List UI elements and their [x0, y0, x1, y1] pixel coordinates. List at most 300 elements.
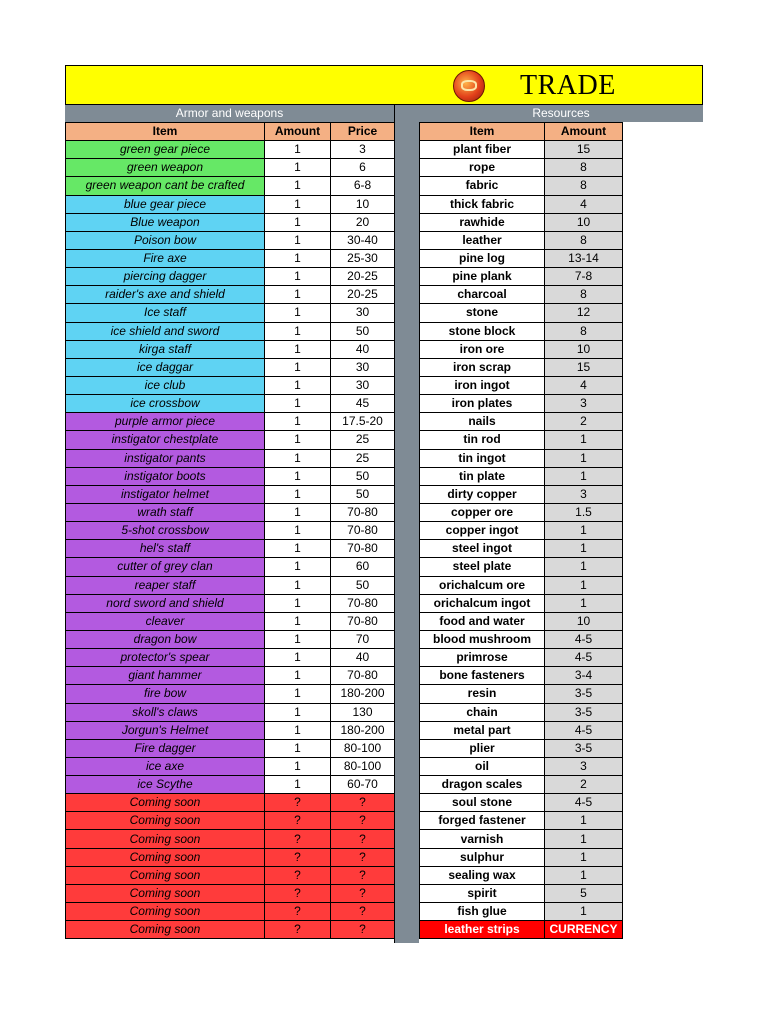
resource-amount-cell: 15 — [545, 141, 623, 159]
armor-amount-cell: 1 — [265, 576, 331, 594]
armor-price-cell: 25 — [331, 431, 395, 449]
armor-item-cell: ice crossbow — [66, 395, 265, 413]
armor-amount-cell: 1 — [265, 340, 331, 358]
armor-price-cell: 20 — [331, 213, 395, 231]
resource-amount-cell: 8 — [545, 286, 623, 304]
armor-amount-cell: 1 — [265, 612, 331, 630]
resource-row — [420, 540, 623, 558]
resource-item-cell: spirit — [420, 884, 545, 902]
resource-amount-cell: 1 — [545, 467, 623, 485]
armor-price-cell: 70-80 — [331, 667, 395, 685]
armor-row — [66, 703, 395, 721]
resource-row — [420, 594, 623, 612]
armor-amount-cell: 1 — [265, 195, 331, 213]
resource-amount-cell: 1 — [545, 866, 623, 884]
armor-row — [66, 721, 395, 739]
resource-amount-cell: 13-14 — [545, 249, 623, 267]
armor-price-cell: 50 — [331, 576, 395, 594]
armor-item-cell: Coming soon — [66, 866, 265, 884]
armor-amount-cell: ? — [265, 884, 331, 902]
armor-item-cell: purple armor piece — [66, 413, 265, 431]
armor-row — [66, 286, 395, 304]
resource-item-cell: fish glue — [420, 903, 545, 921]
armor-row — [66, 667, 395, 685]
resource-item-cell: blood mushroom — [420, 630, 545, 648]
resource-amount-cell: 1 — [545, 522, 623, 540]
armor-amount-cell: 1 — [265, 467, 331, 485]
armor-price-cell: ? — [331, 848, 395, 866]
armor-price-cell: 3 — [331, 141, 395, 159]
resource-item-cell: varnish — [420, 830, 545, 848]
armor-item-cell: skoll's claws — [66, 703, 265, 721]
resource-item-cell: soul stone — [420, 794, 545, 812]
resource-amount-cell: 8 — [545, 177, 623, 195]
armor-price-cell: 180-200 — [331, 685, 395, 703]
armor-amount-cell: 1 — [265, 667, 331, 685]
resource-row — [420, 667, 623, 685]
armor-row — [66, 576, 395, 594]
armor-item-cell: hel's staff — [66, 540, 265, 558]
resource-row — [420, 830, 623, 848]
armor-item-cell: green gear piece — [66, 141, 265, 159]
armor-amount-cell: 1 — [265, 249, 331, 267]
resource-item-cell: iron ore — [420, 340, 545, 358]
armor-item-cell: piercing dagger — [66, 268, 265, 286]
armor-amount-cell: ? — [265, 866, 331, 884]
resource-amount-cell: 3 — [545, 485, 623, 503]
armor-item-cell: Fire dagger — [66, 739, 265, 757]
resource-amount-cell: 1 — [545, 449, 623, 467]
armor-price-cell: 25-30 — [331, 249, 395, 267]
armor-item-cell: Coming soon — [66, 921, 265, 939]
armor-row — [66, 268, 395, 286]
armor-row — [66, 395, 395, 413]
resources-table — [419, 122, 623, 939]
resource-item-cell: steel ingot — [420, 540, 545, 558]
armor-price-cell: 30 — [331, 376, 395, 394]
resource-amount-cell: 4-5 — [545, 794, 623, 812]
resource-amount-cell: 2 — [545, 776, 623, 794]
armor-row — [66, 630, 395, 648]
resource-row — [420, 449, 623, 467]
armor-amount-cell: 1 — [265, 431, 331, 449]
armor-item-cell: green weapon cant be crafted — [66, 177, 265, 195]
resource-amount-cell: 10 — [545, 213, 623, 231]
resource-item-cell: nails — [420, 413, 545, 431]
resource-row — [420, 630, 623, 648]
armor-row — [66, 413, 395, 431]
armor-col-amount: Amount — [265, 123, 331, 141]
resource-item-cell: pine log — [420, 249, 545, 267]
armor-item-cell: green weapon — [66, 159, 265, 177]
resource-amount-cell: 2 — [545, 413, 623, 431]
resource-item-cell: metal part — [420, 721, 545, 739]
armor-section-heading: Armor and weapons — [65, 105, 394, 122]
armor-price-cell: ? — [331, 903, 395, 921]
armor-price-cell: 80-100 — [331, 739, 395, 757]
resource-amount-cell: 12 — [545, 304, 623, 322]
resource-row — [420, 485, 623, 503]
armor-amount-cell: 1 — [265, 522, 331, 540]
resource-item-cell: fabric — [420, 177, 545, 195]
resource-amount-cell: 8 — [545, 322, 623, 340]
resource-row — [420, 431, 623, 449]
resource-item-cell: iron ingot — [420, 376, 545, 394]
armor-amount-cell: 1 — [265, 213, 331, 231]
armor-price-cell: 40 — [331, 340, 395, 358]
resource-item-cell: dirty copper — [420, 485, 545, 503]
armor-item-cell: Blue weapon — [66, 213, 265, 231]
armor-item-cell: blue gear piece — [66, 195, 265, 213]
armor-price-cell: ? — [331, 812, 395, 830]
resource-row — [420, 413, 623, 431]
resource-amount-cell: 10 — [545, 612, 623, 630]
armor-header-row — [66, 123, 395, 141]
resource-item-cell: pine plank — [420, 268, 545, 286]
resource-row — [420, 794, 623, 812]
armor-amount-cell: 1 — [265, 358, 331, 376]
resource-row — [420, 703, 623, 721]
resource-amount-cell: 3-5 — [545, 685, 623, 703]
armor-amount-cell: 1 — [265, 177, 331, 195]
armor-price-cell: 30 — [331, 304, 395, 322]
armor-row — [66, 685, 395, 703]
resource-row — [420, 685, 623, 703]
armor-row — [66, 903, 395, 921]
armor-price-cell: 25 — [331, 449, 395, 467]
currency-item-cell: leather strips — [420, 921, 545, 939]
armor-col-item: Item — [66, 123, 265, 141]
armor-amount-cell: 1 — [265, 540, 331, 558]
resource-amount-cell: 10 — [545, 340, 623, 358]
resource-item-cell: resin — [420, 685, 545, 703]
armor-row — [66, 757, 395, 775]
resource-amount-cell: 8 — [545, 231, 623, 249]
armor-price-cell: 70-80 — [331, 503, 395, 521]
resource-row — [420, 558, 623, 576]
armor-item-cell: Poison bow — [66, 231, 265, 249]
armor-row — [66, 776, 395, 794]
armor-price-cell: 70-80 — [331, 612, 395, 630]
armor-amount-cell: 1 — [265, 376, 331, 394]
armor-row — [66, 304, 395, 322]
armor-price-cell: ? — [331, 830, 395, 848]
armor-item-cell: Fire axe — [66, 249, 265, 267]
armor-item-cell: instigator boots — [66, 467, 265, 485]
armor-price-cell: 60 — [331, 558, 395, 576]
resource-row — [420, 141, 623, 159]
armor-amount-cell: ? — [265, 903, 331, 921]
armor-amount-cell: 1 — [265, 322, 331, 340]
resource-item-cell: leather — [420, 231, 545, 249]
resource-row — [420, 903, 623, 921]
armor-row — [66, 159, 395, 177]
armor-amount-cell: 1 — [265, 558, 331, 576]
armor-item-cell: Coming soon — [66, 884, 265, 902]
armor-row — [66, 195, 395, 213]
resource-row — [420, 159, 623, 177]
armor-row — [66, 431, 395, 449]
resource-row — [420, 268, 623, 286]
armor-row — [66, 376, 395, 394]
armor-row — [66, 467, 395, 485]
armor-price-cell: 70-80 — [331, 522, 395, 540]
armor-item-cell: Ice staff — [66, 304, 265, 322]
resource-row — [420, 649, 623, 667]
resource-item-cell: steel plate — [420, 558, 545, 576]
armor-amount-cell: 1 — [265, 757, 331, 775]
armor-price-cell: 30-40 — [331, 231, 395, 249]
resource-item-cell: tin rod — [420, 431, 545, 449]
armor-item-cell: ice axe — [66, 757, 265, 775]
armor-item-cell: instigator chestplate — [66, 431, 265, 449]
resource-item-cell: iron plates — [420, 395, 545, 413]
resource-item-cell: plier — [420, 739, 545, 757]
resource-item-cell: sealing wax — [420, 866, 545, 884]
resource-row — [420, 522, 623, 540]
resource-item-cell: iron scrap — [420, 358, 545, 376]
resource-amount-cell: 3-5 — [545, 739, 623, 757]
resource-item-cell: oil — [420, 757, 545, 775]
resource-item-cell: bone fasteners — [420, 667, 545, 685]
armor-item-cell: ice shield and sword — [66, 322, 265, 340]
armor-amount-cell: ? — [265, 812, 331, 830]
armor-item-cell: instigator pants — [66, 449, 265, 467]
resource-row — [420, 884, 623, 902]
resources-header-row — [420, 123, 623, 141]
armor-amount-cell: 1 — [265, 268, 331, 286]
armor-item-cell: ice club — [66, 376, 265, 394]
armor-price-cell: ? — [331, 921, 395, 939]
resource-amount-cell: 1 — [545, 576, 623, 594]
resources-col-item: Item — [420, 123, 545, 141]
armor-col-price: Price — [331, 123, 395, 141]
armor-price-cell: 20-25 — [331, 286, 395, 304]
armor-row — [66, 794, 395, 812]
currency-label-cell: CURRENCY — [545, 921, 623, 939]
resource-item-cell: stone — [420, 304, 545, 322]
resource-row — [420, 213, 623, 231]
resource-item-cell: sulphur — [420, 848, 545, 866]
resource-row — [420, 231, 623, 249]
armor-price-cell: 45 — [331, 395, 395, 413]
armor-item-cell: Coming soon — [66, 903, 265, 921]
resource-amount-cell: 1 — [545, 848, 623, 866]
armor-row — [66, 177, 395, 195]
resource-row — [420, 249, 623, 267]
armor-price-cell: 70 — [331, 630, 395, 648]
currency-row — [420, 921, 623, 939]
resource-amount-cell: 4-5 — [545, 721, 623, 739]
armor-row — [66, 812, 395, 830]
armor-amount-cell: ? — [265, 848, 331, 866]
resource-amount-cell: 1 — [545, 558, 623, 576]
resource-row — [420, 395, 623, 413]
armor-item-cell: Jorgun's Helmet — [66, 721, 265, 739]
armor-price-cell: 6 — [331, 159, 395, 177]
resource-row — [420, 376, 623, 394]
armor-price-cell: 10 — [331, 195, 395, 213]
armor-item-cell: ice daggar — [66, 358, 265, 376]
armor-amount-cell: 1 — [265, 503, 331, 521]
resource-amount-cell: 1 — [545, 594, 623, 612]
armor-row — [66, 231, 395, 249]
armor-item-cell: protector's spear — [66, 649, 265, 667]
resource-item-cell: food and water — [420, 612, 545, 630]
armor-item-cell: Coming soon — [66, 830, 265, 848]
armor-item-cell: fire bow — [66, 685, 265, 703]
armor-amount-cell: 1 — [265, 649, 331, 667]
resource-item-cell: tin plate — [420, 467, 545, 485]
resource-row — [420, 286, 623, 304]
resource-amount-cell: 4 — [545, 376, 623, 394]
resource-amount-cell: 3 — [545, 395, 623, 413]
column-separator — [394, 105, 419, 943]
resource-row — [420, 866, 623, 884]
armor-amount-cell: 1 — [265, 159, 331, 177]
armor-price-cell: ? — [331, 866, 395, 884]
armor-item-cell: cleaver — [66, 612, 265, 630]
armor-item-cell: wrath staff — [66, 503, 265, 521]
armor-item-cell: dragon bow — [66, 630, 265, 648]
resource-row — [420, 304, 623, 322]
armor-row — [66, 340, 395, 358]
armor-row — [66, 830, 395, 848]
resource-item-cell: primrose — [420, 649, 545, 667]
resource-item-cell: copper ore — [420, 503, 545, 521]
armor-item-cell: nord sword and shield — [66, 594, 265, 612]
resource-row — [420, 739, 623, 757]
armor-amount-cell: 1 — [265, 231, 331, 249]
armor-item-cell: raider's axe and shield — [66, 286, 265, 304]
resource-amount-cell: 4-5 — [545, 649, 623, 667]
resource-row — [420, 467, 623, 485]
game-logo-icon — [453, 70, 485, 102]
armor-item-cell: giant hammer — [66, 667, 265, 685]
resource-item-cell: rawhide — [420, 213, 545, 231]
resource-amount-cell: 3-5 — [545, 703, 623, 721]
resource-row — [420, 195, 623, 213]
armor-amount-cell: ? — [265, 830, 331, 848]
armor-price-cell: ? — [331, 884, 395, 902]
armor-amount-cell: 1 — [265, 703, 331, 721]
armor-item-cell: kirga staff — [66, 340, 265, 358]
page-title: TRADE — [520, 70, 616, 101]
resource-item-cell: rope — [420, 159, 545, 177]
resource-row — [420, 721, 623, 739]
armor-row — [66, 848, 395, 866]
armor-price-cell: 30 — [331, 358, 395, 376]
resource-item-cell: thick fabric — [420, 195, 545, 213]
armor-item-cell: instigator helmet — [66, 485, 265, 503]
armor-amount-cell: 1 — [265, 413, 331, 431]
resource-row — [420, 576, 623, 594]
resource-amount-cell: 1 — [545, 812, 623, 830]
armor-price-cell: 50 — [331, 467, 395, 485]
resource-row — [420, 757, 623, 775]
armor-row — [66, 921, 395, 939]
armor-row — [66, 739, 395, 757]
armor-row — [66, 594, 395, 612]
armor-price-cell: 80-100 — [331, 757, 395, 775]
resource-row — [420, 358, 623, 376]
armor-item-cell: reaper staff — [66, 576, 265, 594]
armor-price-cell: 6-8 — [331, 177, 395, 195]
resource-amount-cell: 7-8 — [545, 268, 623, 286]
armor-price-cell: 50 — [331, 485, 395, 503]
resource-item-cell: plant fiber — [420, 141, 545, 159]
armor-row — [66, 322, 395, 340]
armor-row — [66, 449, 395, 467]
resource-row — [420, 340, 623, 358]
armor-price-cell: 70-80 — [331, 540, 395, 558]
armor-amount-cell: 1 — [265, 739, 331, 757]
resource-item-cell: orichalcum ore — [420, 576, 545, 594]
armor-row — [66, 485, 395, 503]
armor-amount-cell: ? — [265, 921, 331, 939]
armor-item-cell: Coming soon — [66, 812, 265, 830]
armor-row — [66, 249, 395, 267]
armor-price-cell: 40 — [331, 649, 395, 667]
armor-row — [66, 558, 395, 576]
resource-amount-cell: 1 — [545, 431, 623, 449]
resource-amount-cell: 5 — [545, 884, 623, 902]
resource-item-cell: dragon scales — [420, 776, 545, 794]
armor-row — [66, 649, 395, 667]
resource-amount-cell: 4 — [545, 195, 623, 213]
resource-amount-cell: 1 — [545, 830, 623, 848]
armor-amount-cell: 1 — [265, 286, 331, 304]
armor-price-cell: 70-80 — [331, 594, 395, 612]
resource-item-cell: copper ingot — [420, 522, 545, 540]
armor-row — [66, 213, 395, 231]
resource-amount-cell: 1 — [545, 903, 623, 921]
resource-item-cell: tin ingot — [420, 449, 545, 467]
armor-price-cell: 17.5-20 — [331, 413, 395, 431]
armor-item-cell: Coming soon — [66, 794, 265, 812]
armor-price-cell: 20-25 — [331, 268, 395, 286]
armor-amount-cell: 1 — [265, 776, 331, 794]
armor-table — [65, 122, 395, 939]
resource-row — [420, 177, 623, 195]
armor-row — [66, 503, 395, 521]
armor-price-cell: 50 — [331, 322, 395, 340]
resource-row — [420, 848, 623, 866]
armor-row — [66, 540, 395, 558]
armor-item-cell: 5-shot crossbow — [66, 522, 265, 540]
armor-price-cell: 60-70 — [331, 776, 395, 794]
armor-amount-cell: 1 — [265, 594, 331, 612]
resource-item-cell: chain — [420, 703, 545, 721]
armor-amount-cell: 1 — [265, 395, 331, 413]
armor-amount-cell: 1 — [265, 141, 331, 159]
armor-item-cell: Coming soon — [66, 848, 265, 866]
armor-amount-cell: 1 — [265, 485, 331, 503]
resource-row — [420, 612, 623, 630]
armor-amount-cell: 1 — [265, 721, 331, 739]
armor-row — [66, 141, 395, 159]
resource-amount-cell: 1 — [545, 540, 623, 558]
armor-row — [66, 358, 395, 376]
armor-item-cell: ice Scythe — [66, 776, 265, 794]
armor-amount-cell: 1 — [265, 630, 331, 648]
armor-amount-cell: 1 — [265, 449, 331, 467]
resource-amount-cell: 15 — [545, 358, 623, 376]
resource-row — [420, 812, 623, 830]
resource-row — [420, 776, 623, 794]
resource-amount-cell: 1.5 — [545, 503, 623, 521]
resource-amount-cell: 4-5 — [545, 630, 623, 648]
